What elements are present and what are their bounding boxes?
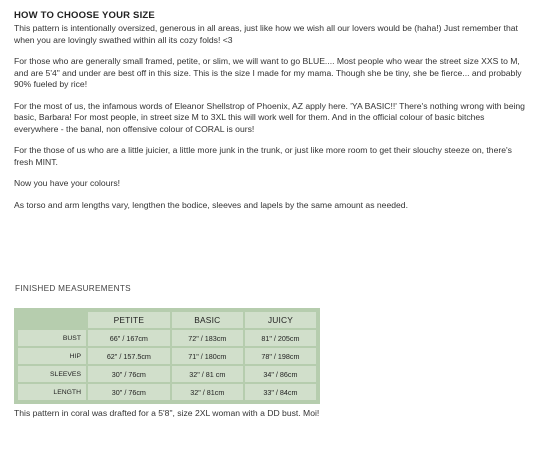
lengthen-paragraph: As torso and arm lengths vary, lengthen the bodice, sleeves and lapels by the same amount as needed.: [14, 199, 408, 210]
colours-paragraph: Now you have your colours!: [14, 178, 121, 188]
table-cell: 33" / 84cm: [245, 384, 316, 400]
table-row: [18, 348, 316, 364]
table-cell: 71" / 180cm: [172, 348, 243, 364]
row-label: LENGTH: [18, 384, 86, 400]
intro-paragraph: This pattern is intentionally oversized, generous in all areas, just like how we wish all our lovers would be (haha!) Just remember that when you are lovingly swathed within all its cozy folds! <3: [14, 23, 518, 45]
table-row: [18, 330, 316, 346]
table-cell: 30" / 76cm: [88, 366, 170, 382]
table-cell: 78" / 198cm: [245, 348, 316, 364]
table-row: [18, 384, 316, 400]
table-cell: 66" / 167cm: [88, 330, 170, 346]
footer-note: This pattern in coral was drafted for a 5'8", size 2XL woman with a DD bust. Moi!: [14, 408, 320, 418]
table-cell: 72" / 183cm: [172, 330, 243, 346]
table-cell: 34" / 86cm: [245, 366, 316, 382]
row-label: SLEEVES: [18, 366, 86, 382]
table-header-empty: [18, 312, 86, 328]
table-header-row: [18, 312, 316, 328]
table-header-juicy: JUICY: [245, 312, 316, 328]
mint-size-paragraph: For the those of us who are a little juicier, a little more junk in the trunk, or just like more room to get their slouchy steeze on, there's fresh MINT.: [14, 145, 512, 167]
table-cell: 32" / 81cm: [172, 384, 243, 400]
page-heading: HOW TO CHOOSE YOUR SIZE: [14, 10, 155, 21]
table-header-basic: BASIC: [172, 312, 243, 328]
table-cell: 81" / 205cm: [245, 330, 316, 346]
table-cell: 32" / 81 cm: [172, 366, 243, 382]
row-label: BUST: [18, 330, 86, 346]
size-guide: [14, 10, 526, 221]
coral-size-paragraph: For the most of us, the infamous words of Eleanor Shellstrop of Phoenix, AZ apply here. 'YA BASIC!!' There's nothing wrong with being basic, Barbara! For most people, in street size M to 3XL this will work well for them. And in the official colour of basic bitches everywhere - the banal, non offensive colour of CORAL is ours!: [14, 100, 525, 134]
row-label: HIP: [18, 348, 86, 364]
table-cell: 30" / 76cm: [88, 384, 170, 400]
table-row: [18, 366, 316, 382]
measurements-table: [14, 308, 320, 404]
blue-size-paragraph: For those who are generally small framed, petite, or slim, we will want to go BLUE.... Most people who wear the street size XXS to M, and are 5'4" and under are best off in this size. This is the size I made for my mama. Though she be tiny, she be fierce... and probably 90% fueled by rice!: [14, 56, 522, 89]
measurements-title: FINISHED MEASUREMENTS: [15, 284, 131, 293]
table-header-petite: PETITE: [88, 312, 170, 328]
table-cell: 62" / 157.5cm: [88, 348, 170, 364]
